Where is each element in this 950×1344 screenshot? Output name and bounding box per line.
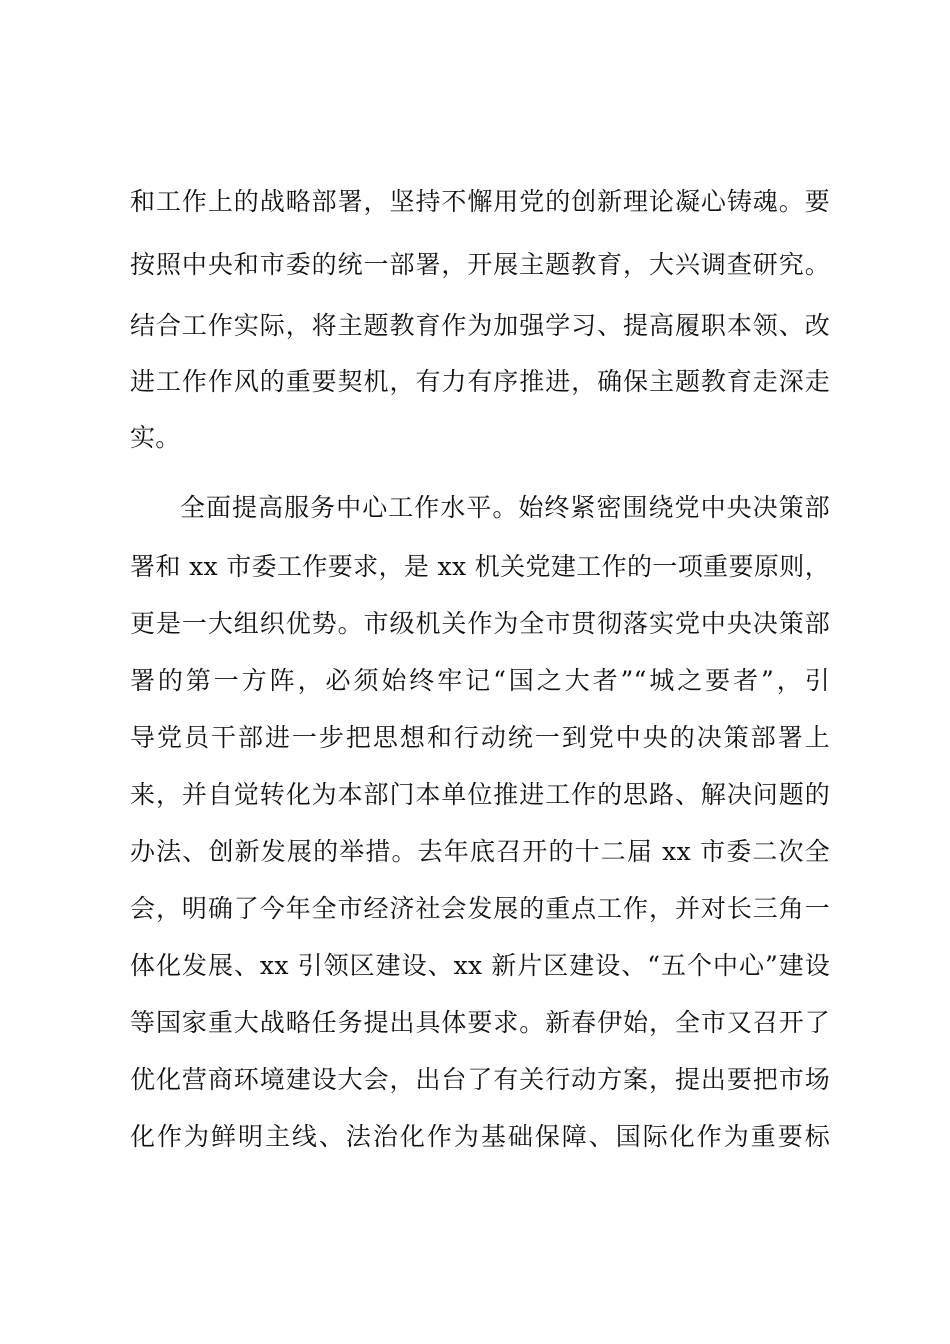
text-line: 办法、创新发展的举措。去年底召开的十二届 xx 市委二次全 bbox=[130, 837, 830, 866]
text-line: 导党员干部进一步把思想和行动统一到党中央的决策部署上 bbox=[130, 723, 830, 752]
text-line: 按照中央和市委的统一部署，开展主题教育，大兴调查研究。 bbox=[130, 250, 830, 279]
text-line: 等国家重大战略任务提出具体要求。新春伊始，全市又召开了 bbox=[130, 1008, 830, 1037]
text-line: 实。 bbox=[130, 423, 181, 452]
text-line: 优化营商环境建设大会，出台了有关行动方案，提出要把市场 bbox=[130, 1065, 830, 1094]
text-line: 进工作作风的重要契机，有力有序推进，确保主题教育走深走 bbox=[130, 367, 830, 396]
text-line: 署的第一方阵，必须始终牢记“国之大者”“城之要者”，引 bbox=[130, 666, 830, 695]
text-line: 会，明确了今年全市经济社会发展的重点工作，并对长三角一 bbox=[130, 894, 830, 923]
text-line: 化作为鲜明主线、法治化作为基础保障、国际化作为重要标 bbox=[130, 1122, 830, 1151]
text-line: 更是一大组织优势。市级机关作为全市贯彻落实党中央决策部 bbox=[130, 609, 830, 638]
text-line: 来，并自觉转化为本部门本单位推进工作的思路、解决问题的 bbox=[130, 780, 830, 809]
text-line: 结合工作实际，将主题教育作为加强学习、提高履职本领、改 bbox=[130, 311, 830, 340]
text-line: 体化发展、xx 引领区建设、xx 新片区建设、“五个中心”建设 bbox=[130, 951, 830, 980]
text-line: 署和 xx 市委工作要求，是 xx 机关党建工作的一项重要原则， bbox=[130, 552, 830, 581]
text-line: 和工作上的战略部署，坚持不懈用党的创新理论凝心铸魂。要 bbox=[130, 187, 830, 216]
text-line: 全面提高服务中心工作水平。始终紧密围绕党中央决策部 bbox=[180, 493, 830, 522]
